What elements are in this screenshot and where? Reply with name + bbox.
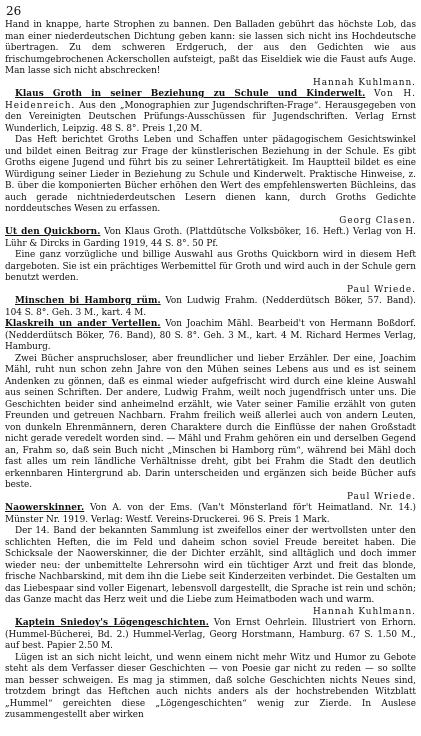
paragraph: [5, 20, 416, 89]
review-title: Kaptein Sniedoy's Lögengeschichten.: [15, 618, 209, 628]
paragraph-text: Der 14. Band der bekannten Sammlung ist zweifellos einer der wertvollsten unter den schlichten Heften, die im Feld und daheim schon soviel Freude bereitet haben. Die Schicksale der Naowerskinner, die der Dichter erzählt, sind alltäglich und doch immer wieder neu: der unbemittelte Lehrersohn wird ein tüchtiger Arzt und freit das blonde, frische Nachbarskind, mit dem ihn die Liebe seit Kinderzeiten verbindet. Die Gestalten um das Liebespaar sind voller Eigenart, lebensvoll dargestellt, die Sprache ist rein und schön; das Ganze macht das Herz weit und die Liebe zum Heimatboden wach und warm.: [5, 526, 416, 605]
review-header: [5, 319, 416, 354]
review-header: [5, 618, 416, 653]
review-bibliography: Von Ludwig Frahm. (Nedderdütsch Böker, 57. Band). 104 S. 8°. Geh. 3 M., kart. 4 M.: [5, 296, 416, 318]
signature: Paul Wriede.: [346, 284, 416, 295]
review-title: Ut den Quickborn.: [5, 227, 101, 237]
review-header: [5, 503, 416, 526]
paragraph: [5, 653, 416, 722]
review-bibliography: Von Joachim Mähl. Bearbeid't von Hermann Boßdorf. (Nedderdütsch Böker, 76. Band), 80 S. 8°. Geh. 3 M., kart. 4 M. Richard Hermes Verlag, Hamburg.: [5, 319, 416, 352]
page-text: [5, 20, 416, 722]
review-title: Klaskreih un ander Vertellen.: [5, 319, 161, 329]
review-header: [5, 296, 416, 319]
review-bibliography: Von A. von der Ems. (Van't Mönsterland för't Heimatland. Nr. 14.) Münster Nr. 1919. Verlag: Westf. Vereins-Druckerei. 96 S. Preis 1 Mark.: [5, 503, 416, 525]
review-header: [5, 89, 416, 135]
review-title: Klaus Groth in seiner Beziehung zu Schule und Kinderwelt.: [15, 89, 366, 99]
page-number: 26: [6, 4, 22, 18]
signature: Georg Clasen.: [339, 215, 416, 226]
review-author: Von H. Heidenreich.: [5, 89, 416, 111]
paragraph-text: Hand in knappe, harte Strophen zu bannen. Den Balladen gebührt das höchste Lob, das man einer niederdeutschen Dichtung geben kann: sie lassen sich nicht ins Hochdeutsche übertragen. Zu dem schweren Erdgeruch, der aus den Gedichten wie aus frischumgebrochenen Ackerschollen aufsteigt, paßt das Eiseldiek wie die Faust aufs Auge. Man lasse sich nicht abschrecken!: [5, 20, 416, 76]
paragraph: [5, 135, 416, 227]
review-bibliography: Von Klaus Groth. (Plattdütsche Volksböker, 16. Heft.) Verlag von H. Lühr & Dircks in Garding 1919, 44 S. 8°. 50 Pf.: [5, 227, 416, 249]
review-header: [5, 227, 416, 250]
paragraph-text: Lügen ist an sich nicht leicht, und wenn einem nicht mehr Witz und Humor zu Gebote steht als dem Verfasser dieser Geschichten — von Poesie gar nicht zu reden — so sollte man besser schweigen. Es mag ja stimmen, daß solche Geschichten nichts Neues sind, trotzdem bringt das Heftchen auch nichts anders als der hochstrebenden Witzblatt „Hummel“ gereichten diese „Lögengeschichten“ wenig zur Zierde. In Auslese zusammengestellt aber wirken: [5, 652, 416, 720]
paragraph-text: Zwei Bücher anspruchsloser, aber freundlicher und lieber Erzähler. Der eine, Joachim Mähl, ruht nun schon zehn Jahre von den Mühen seines Lebens aus und es ist seinem Andenken zu gönnen, daß es einmal wieder aufgefrischt wird durch eine kleine Auswahl aus seinen Schriften. Der andere, Ludwig Frahm, weilt noch jugendfrisch unter uns. Die Geschichten beider sind anheimelnd erzählt, wie Vater seiner Familie erzählt von guten Freunden und getreuen Nachbarn. Frahm freilich weiß allerlei auch von andern Leuten, von dunkeln Ehrenmännern, deren Charaktere durch die Einflüsse der nahen Großstadt nicht gerade veredelt worden sind. — Mähl und Frahm gehören ein und derselben Gegend an, Frahm so, daß sein Buch nicht „Minschen bi Hamborg rüm“, während bei Mähl doch fast alles um rein ländliche Verhältnisse dreht, gibt bei Frahm die Stadt den deutlich erkennbaren Hintergrund ab. Darin unterscheiden und ergänzen sich beide Bücher aufs beste.: [5, 353, 416, 490]
signature: Hannah Kuhlmann.: [313, 606, 416, 617]
review-bibliography: Aus den „Monographien zur Jugendschriften-Frage“. Herausgegeben von den Vereinigten Deutschen Prüfungs-Ausschüssen für Jugendschriften. Verlag Ernst Wunderlich, Leipzig. 48 S. 8°. Preis 1,20 M.: [5, 100, 416, 134]
signature: Hannah Kuhlmann.: [313, 77, 416, 88]
paragraph: [5, 526, 416, 618]
paragraph: [5, 354, 416, 504]
review-bibliography: Von Ernst Oehrlein. Illustriert von Erhorn. (Hummel-Bücherei, Bd. 2.) Hummel-Verlag, Georg Horstmann, Hamburg. 67 S. 1.50 M., auf best. Papier 2.50 M.: [5, 618, 416, 651]
paragraph: [5, 250, 416, 296]
paragraph-text: Eine ganz vorzügliche und billige Auswahl aus Groths Quickborn wird in diesem Heft dargeboten. Sie ist ein prächtiges Werbemittel für Groth und wird auch in der Schule gern benutzt werden.: [5, 250, 416, 283]
paragraph-text: Das Heft berichtet Groths Leben und Schaffen unter pädagogischem Gesichtswinkel und bildet einen Beitrag zur Frage der künstlerischen Beziehung in der Schule. Es gibt Groths eigene Jugend und führt bis zu seiner Lehrertätigkeit. Im Hauptteil bildet es eine Würdigung seiner Lieder in Beziehung zu Schule und Kinderwelt. Praktische Hinweise, z. B. über die komponierten Bücher erhöhen den Wert des empfehlenswerten Büchleins, das auch gerade nichtniederdeutschen Lesern dienen kann, durch Groths Gedichte norddeutsches Wesen zu erfassen.: [5, 135, 416, 214]
review-title: Naowerskinner.: [5, 503, 85, 513]
signature: Paul Wriede.: [346, 491, 416, 502]
review-title: Minschen bi Hamborg rüm.: [15, 296, 161, 306]
